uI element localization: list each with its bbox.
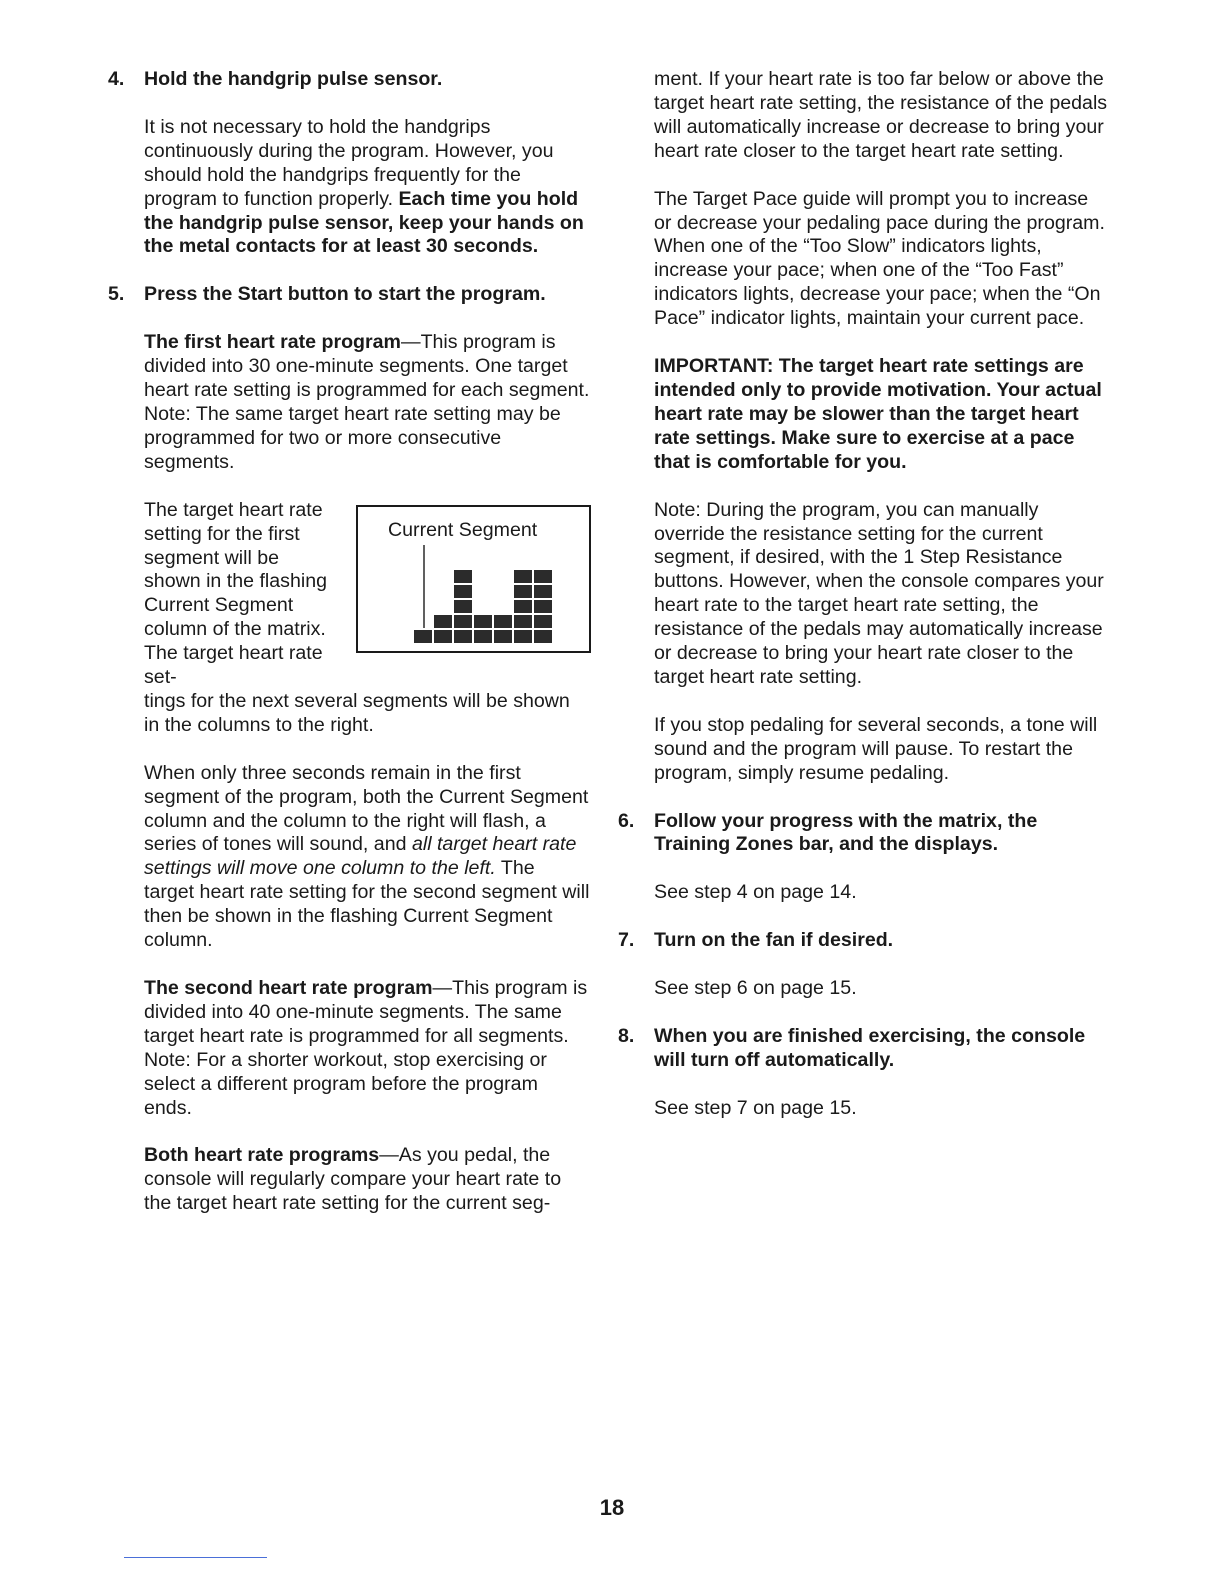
paragraph — [144, 762, 590, 953]
matrix-cell — [454, 570, 472, 583]
step-title: Follow your progress with the matrix, the Training Zones bar, and the displays. — [654, 809, 1038, 856]
matrix-cell — [534, 570, 552, 583]
left-column — [108, 68, 590, 1216]
paragraph-bold-text: Each time you hold the handgrip pulse sensor, keep your hands on the metal contacts for at least 30 seconds. — [144, 187, 584, 258]
step-title: Press the Start button to start the program. — [144, 283, 546, 306]
important-notice: IMPORTANT: The target heart rate settings are intended only to provide motivation. Your actual heart rate may be slower than the target heart rate settings. Make sure to exercise at a pace that is comfortable for you. — [654, 355, 1102, 473]
matrix-cell — [514, 600, 532, 613]
right-column — [618, 68, 1108, 1121]
step-number: 5. — [108, 283, 125, 306]
step-7 — [618, 929, 1108, 1001]
page-number: 18 — [599, 1495, 625, 1520]
footer-rule — [124, 1557, 267, 1558]
step-6 — [618, 810, 1108, 906]
matrix-cell — [474, 615, 492, 628]
matrix-cell — [494, 615, 512, 628]
step-8 — [618, 1025, 1108, 1121]
paragraph — [144, 331, 590, 474]
paragraph: The Target Pace guide will prompt you to increase or decrease your pedaling pace during the program. When one of the “Too Slow” indicators lights, increase your pace; when one of the “Too Fast” indicators lights, decrease your pace; when the “On Pace” indicator lights, maintain your current pace. — [654, 187, 1105, 330]
matrix-graphic — [358, 507, 593, 655]
matrix-cell — [434, 630, 452, 643]
paragraph — [144, 977, 590, 1120]
figure-caption-continued: tings for the next several segments will be shown in the columns to the right. — [144, 689, 570, 736]
paragraph-text: —As you pedal, the console will regularly compare your heart rate to the target heart rate setting for the current seg- — [144, 1144, 562, 1215]
paragraph-bold-text: The first heart rate program — [144, 331, 401, 354]
figure-block — [144, 499, 590, 738]
matrix-cell — [514, 630, 532, 643]
matrix-cell — [514, 570, 532, 583]
matrix-cell — [534, 615, 552, 628]
paragraph-text: —This program is divided into 40 one-minute segments. The same target heart rate is programmed for all segments. Note: For a shorter workout, stop exercising or select a different program before the program ends. — [144, 977, 588, 1119]
paragraph-text: It is not necessary to hold the handgrips continuously during the program. However, you should hold the handgrips frequently for the program to function properly. — [144, 115, 554, 210]
paragraph-bold-text: The second heart rate program — [144, 977, 433, 999]
matrix-cell — [494, 630, 512, 643]
step-title: Turn on the fan if desired. — [654, 929, 894, 952]
matrix-cell — [454, 615, 472, 628]
matrix-cell — [474, 630, 492, 643]
paragraph-text: —This program is divided into 30 one-minute segments. One target heart rate setting is programmed for each segment. Note: The same target heart rate setting may be programmed for two or more consecutive segments. — [144, 331, 590, 473]
paragraph: ment. If your heart rate is too far below or above the target heart rate setting, the resistance of the pedals will automatically increase or decrease to bring your heart rate closer to the target heart rate setting. — [654, 68, 1108, 162]
paragraph — [144, 116, 590, 259]
step-5 — [108, 283, 590, 1216]
paragraph-text: The target heart rate setting for the second segment will then be shown in the flashing Current Segment column. — [144, 857, 590, 952]
matrix-cell — [454, 600, 472, 613]
matrix-cell — [454, 585, 472, 598]
paragraph-bold-text: Both heart rate programs — [144, 1144, 380, 1167]
paragraph: If you stop pedaling for several seconds, a tone will sound and the program will pause. To restart the program, simply resume pedaling. — [654, 713, 1098, 784]
continued-text — [618, 68, 1108, 786]
step-title: When you are finished exercising, the console will turn off automatically. — [654, 1025, 1086, 1071]
matrix-cell — [514, 615, 532, 628]
matrix-label: Current Segment — [388, 518, 538, 541]
paragraph-italic-text: all target heart rate settings will move one column to the left. — [144, 833, 577, 880]
step-number: 4. — [108, 68, 125, 90]
step-4 — [108, 68, 590, 259]
paragraph-text: When only three seconds remain in the first segment of the program, both the Current Segment column and the column to the right will flash, a series of tones will sound, and — [144, 761, 589, 856]
paragraph: See step 7 on page 15. — [654, 1096, 857, 1119]
paragraph — [144, 1144, 590, 1216]
matrix-cell — [534, 630, 552, 643]
step-number: 7. — [618, 929, 635, 952]
matrix-cell — [414, 630, 432, 643]
matrix-cell — [434, 615, 452, 628]
matrix-cell — [534, 585, 552, 598]
paragraph: See step 4 on page 14. — [654, 881, 857, 904]
paragraph: See step 6 on page 15. — [654, 977, 857, 1000]
step-number: 6. — [618, 809, 635, 832]
matrix-cell — [514, 585, 532, 598]
matrix-cell — [454, 630, 472, 643]
figure-caption-text: The target heart rate setting for the first segment will be shown in the flashing Current Segment column of the matrix. The target heart rate set- — [144, 498, 327, 689]
step-number: 8. — [618, 1025, 635, 1048]
step-title: Hold the handgrip pulse sensor. — [144, 68, 443, 90]
matrix-cell — [534, 600, 552, 613]
current-segment-matrix — [356, 505, 591, 653]
paragraph: Note: During the program, you can manually override the resistance setting for the current segment, if desired, with the 1 Step Resistance buttons. However, when the console compares your heart rate to the target heart rate setting, the resistance of the pedals may automatically increase or decrease to bring your heart rate closer to the target heart rate setting. — [654, 498, 1104, 688]
